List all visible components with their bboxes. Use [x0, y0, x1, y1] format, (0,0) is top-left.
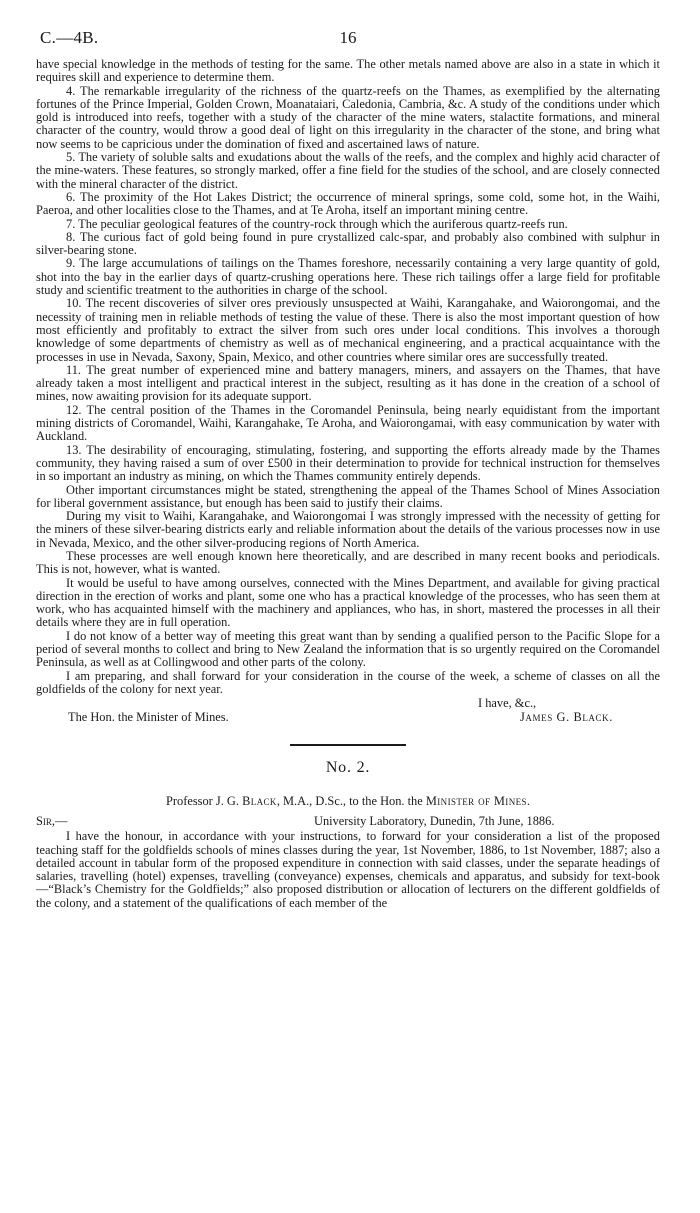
signature: James G. Black. [520, 710, 613, 725]
page-number: 16 [339, 28, 357, 47]
place-and-date: University Laboratory, Dunedin, 7th June, 1886. [314, 814, 555, 829]
body-text [36, 58, 660, 696]
paragraph: 7. The peculiar geological features of the country-rock through which the auriferous quartz-reefs run. [66, 216, 568, 231]
page-header [36, 28, 660, 58]
closing-row [36, 696, 660, 710]
letter-heading [36, 794, 660, 809]
addressee: The Hon. the Minister of Mines. [68, 710, 229, 725]
signature-row [36, 710, 660, 724]
paragraph: I am preparing, and shall forward for your consideration in the course of the week, a scheme of classes on all the goldfields of the colony for next year. [36, 668, 660, 696]
paragraph: It would be useful to have among ourselves, connected with the Mines Department, and available for giving practical direction in the erection of works and plant, some one who has a practical knowledge of the processes, who has seen them at work, who has acquainted himself with the machinery and appliances, who has, in short, mastered the processes in all their details where they are in full operation. [36, 575, 660, 630]
letter-heading-prefix: Professor J. G. [166, 794, 243, 809]
document-reference: C.—4B. [40, 28, 99, 47]
letter-heading-middle: , M.A., D.Sc., to the Hon. the [276, 794, 426, 809]
section-heading: No. 2. [325, 759, 371, 777]
paragraph: 10. The recent discoveries of silver ores previously unsuspected at Waihi, Karangahake, and Waiorongomai, and the necessity of training men in reliable methods of testing the value of these. There is also the most important question of how most efficiently and profitably to extract the silver from such ores under local conditions. This involves a thorough knowledge of some departments of chemistry as well as of mechanical engineering, and a practical acquaintance with the processes in use in Nevada, Saxony, Spain, Mexico, and other countries where similar ores are successfully treated. [36, 296, 660, 364]
letter-author-name: Black [242, 794, 277, 809]
document-page [36, 28, 660, 910]
paragraph: 9. The large accumulations of tailings on the Thames foreshore, necessarily containing a very large quantity of gold, shot into the bay in the earlier days of quartz-crushing operations here. These rich tailings offer a large field for profitable study and scientific treatment to the authorities in charge of the school. [36, 256, 660, 298]
paragraph: 12. The central position of the Thames in the Coromandel Peninsula, being nearly equidistant from the important mining districts of Coromandel, Waihi, Karangahake, Te Aroha, and Waiorongamai, with easy communication by water with Auckland. [36, 402, 660, 444]
paragraph: 5. The variety of soluble salts and exudations about the walls of the reefs, and the complex and highly acid character of the mine-waters. These features, so strongly marked, offer a fine field for the studies of the school, and are closely connected with the mineral character of the district. [36, 150, 660, 191]
paragraph: 8. The curious fact of gold being found in pure crystallized calc-spar, and probably also combined with sulphur in silver-bearing stone. [36, 229, 660, 258]
paragraph: 13. The desirability of encouraging, stimulating, fostering, and supporting the efforts already made by the Thames community, they having raised a sum of over £500 in their determination to provide for technical instruction for themselves in so important an industry as mining, on which the Thames community entirely depends. [36, 442, 660, 484]
letter-paragraph: I have the honour, in accordance with your instructions, to forward for your consideration a list of the proposed teaching staff for the goldfields schools of mines classes during the year, 1st November, 1886, to 1st November, 1887; also a detailed account in tabular form of the proposed expenditure in connection with said classes, under the separate headings of salaries, travelling (hotel) expenses, travelling (conveyance) expenses, chemicals and apparatus, and subsidy for text-book—“Black’s Chemistry for the Goldfields;” also proposed distribution or allocation of lecturers on the different goldfields of the colony, and a statement of the qualifications of each member of the [36, 829, 660, 910]
paragraph: have special knowledge in the methods of testing for the same. The other metals named above are also in a state in which it requires skill and experience to determine them. [36, 57, 660, 85]
paragraph: These processes are well enough known here theoretically, and are described in many recent books and periodicals. This is not, however, what is wanted. [36, 548, 660, 577]
paragraph: Other important circumstances might be stated, strengthening the appeal of the Thames School of Mines Association for liberal government assistance, but enough has been said to justify their claims. [36, 482, 660, 510]
letter-heading-suffix: . [526, 794, 530, 809]
closing-phrase: I have, &c., [478, 696, 537, 711]
salutation: Sir,— [36, 814, 68, 829]
letter-recipient: Minister of Mines [425, 794, 527, 809]
salutation-row [36, 814, 660, 828]
paragraph: I do not know of a better way of meeting this great want than by sending a qualified person to the Pacific Slope for a period of several months to collect and bring to New Zealand the information that is so urgently required on the Coromandel Peninsula, as well as at Collingwood and other parts of the colony. [36, 628, 660, 670]
paragraph: 4. The remarkable irregularity of the richness of the quartz-reefs on the Thames, as exemplified by the alternating fortunes of the Prince Imperial, Golden Crown, Moanataiari, Caledonia, Cambria, &c. A study of the conditions under which gold is introduced into reefs, together with a study of the character of the mine waters, stalactite formations, and mineral character of the country, would throw a good deal of light on this irregularity in the character of the stone, and bring what now seems to be capricious under the domination of fixed and ascertained laws of nature. [36, 83, 660, 151]
letter-body [36, 830, 660, 910]
section-divider [290, 744, 406, 746]
paragraph: During my visit to Waihi, Karangahake, and Waiorongomai I was strongly impressed with the necessity of getting for the miners of these silver-bearing districts early and reliable information about the details of the various processes now in use in Nevada, Mexico, and the other silver-producing regions of North America. [36, 509, 660, 550]
paragraph: 6. The proximity of the Hot Lakes District; the occurrence of mineral springs, some cold, some hot, in the Waihi, Paeroa, and other localities close to the Thames, and at Te Aroha, itself an important mining centre. [36, 189, 660, 218]
paragraph: 11. The great number of experienced mine and battery managers, miners, and assayers on the Thames, that have already taken a most intelligent and practical interest in the subject, resulting as it has done in the creation of a school of mines, now awaiting provision for its adequate support. [36, 362, 660, 404]
